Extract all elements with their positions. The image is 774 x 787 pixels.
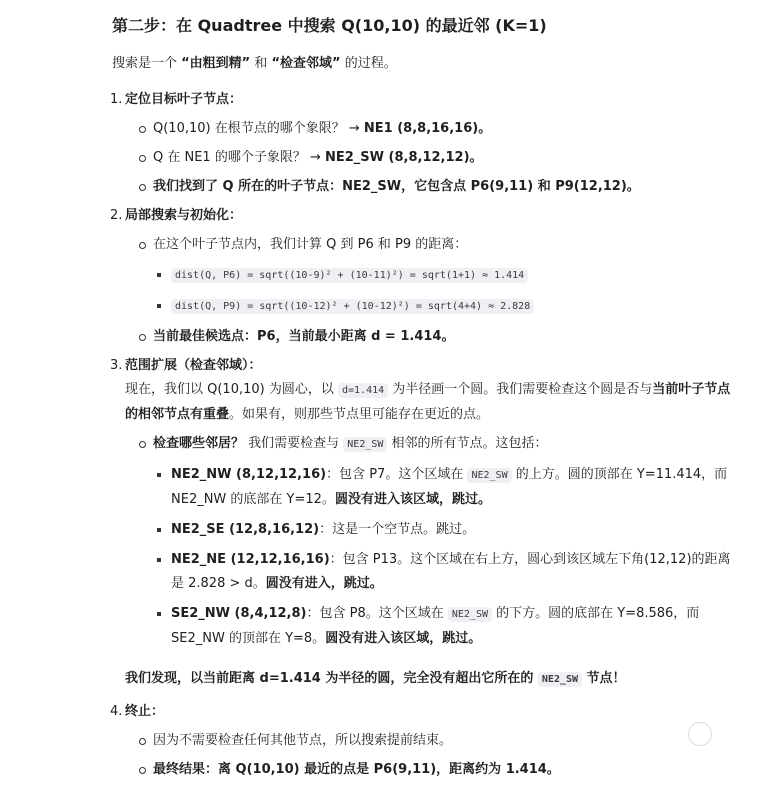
- list-item: [139, 146, 732, 170]
- neighbor-verdict: 圆没有进入，跳过。: [265, 576, 383, 591]
- list-item: [157, 263, 732, 288]
- list-item: [157, 294, 732, 319]
- intro-bold-1: “由粗到精”: [181, 56, 251, 71]
- neighbor-name: NE2_NE (12,12,16,16): [171, 552, 330, 567]
- code-distance-p9: dist(Q, P9) = sqrt((10-12)² + (10-12)²) = sqrt(4+4) ≈ 2.828: [171, 299, 534, 314]
- neighbor-text: ：包含 P8。这个区域在: [306, 606, 448, 621]
- item-text: Q(10,10) 在根节点的哪个象限？ →: [153, 121, 364, 136]
- item-text: 在这个叶子节点内，我们计算 Q 到 P6 和 P9 的距离：: [153, 237, 468, 252]
- step-3: [112, 354, 732, 692]
- step-title: 范围扩展（检查邻域）：: [125, 358, 262, 373]
- neighbor-item: [157, 548, 732, 596]
- step-number: 1.: [110, 92, 123, 107]
- list-item: [139, 729, 732, 753]
- neighbor-verdict: 圆没有进入该区域，跳过。: [334, 492, 491, 507]
- item-bold: 当前最佳候选点：P6，当前最小距离 d = 1.414。: [153, 329, 455, 344]
- code-node: NE2_SW: [467, 468, 511, 483]
- item-text: Q 在 NE1 的哪个子象限？ →: [153, 150, 325, 165]
- neighbor-text: ：这是一个空节点。跳过。: [319, 522, 476, 537]
- desc-text: 现在，我们以 Q(10,10) 为圆心，以: [125, 382, 338, 397]
- list-item: [139, 175, 732, 199]
- list-item: [139, 325, 732, 349]
- conclusion-text: 节点！: [582, 671, 626, 686]
- step-title: 终止：: [125, 704, 165, 719]
- neighbor-name: NE2_NW (8,12,12,16): [171, 467, 327, 482]
- item-bold: NE2_SW (8,8,12,12)。: [325, 150, 483, 165]
- step-3-description: [125, 378, 732, 427]
- item-bold: NE1 (8,8,16,16)。: [363, 121, 492, 136]
- neighbor-verdict: 圆没有进入该区域，跳过。: [325, 631, 482, 646]
- code-node: NE2_SW: [448, 607, 492, 622]
- desc-text: 。如果有，则那些节点里可能存在更近的点。: [229, 407, 490, 422]
- code-node: NE2_SW: [343, 437, 387, 452]
- item-bold: 我们找到了 Q 所在的叶子节点：NE2_SW，它包含点 P6(9,11) 和 P9(12,12)。: [153, 179, 640, 194]
- step-number: 2.: [110, 208, 123, 223]
- neighbor-text: ：包含 P13。这个区域在右上方，圆心到该区域左下角(12,12)的距离是 2.828 > d。: [171, 552, 731, 591]
- step-2-items: [125, 233, 732, 349]
- code-distance-p6: dist(Q, P6) = sqrt((10-9)² + (10-11)²) = sqrt(1+1) ≈ 1.414: [171, 268, 528, 283]
- neighbor-name: NE2_SE (12,8,16,12): [171, 522, 320, 537]
- code-radius: d=1.414: [338, 383, 388, 398]
- final-result: 最终结果：离 Q(10,10) 最近的点是 P6(9,11)，距离约为 1.414。: [153, 762, 560, 777]
- step-4: [112, 700, 732, 782]
- item-text: 相邻的所有节点。这包括：: [387, 436, 548, 451]
- section-title: 第二步：在 Quadtree 中搜索 Q(10,10) 的最近邻 (K=1): [112, 16, 547, 35]
- list-item: [139, 233, 732, 319]
- code-node: NE2_SW: [538, 672, 582, 687]
- intro-text: 搜索是一个: [112, 56, 182, 71]
- item-text: 我们需要检查与: [244, 436, 344, 451]
- neighbors-list: [153, 463, 732, 651]
- step-2: [112, 204, 732, 349]
- document: [112, 8, 732, 787]
- step-title: 定位目标叶子节点：: [125, 92, 243, 107]
- step-1-items: [125, 117, 732, 199]
- neighbor-text: 的上方。圆的顶部在 Y=11.414，而 NE2_NW 的底部在 Y=12。: [171, 467, 728, 507]
- desc-text: 为半径画一个圆。我们需要检查这个圆是否与: [388, 382, 653, 397]
- step-title: 局部搜索与初始化：: [125, 208, 243, 223]
- list-item: [139, 432, 732, 651]
- steps-list: [112, 88, 732, 782]
- list-item: [139, 117, 732, 141]
- scroll-down-button[interactable]: [688, 722, 712, 746]
- step-number: 4.: [110, 704, 123, 719]
- neighbor-item: [157, 602, 732, 651]
- conclusion-text: 我们发现，以当前距离 d=1.414 为半径的圆，完全没有超出它所在的: [125, 671, 538, 686]
- item-bold: 检查哪些邻居？: [153, 436, 245, 451]
- step-3-items: [125, 432, 732, 651]
- intro-text: 的过程。: [340, 56, 397, 71]
- intro-bold-2: “检查邻域”: [271, 56, 341, 71]
- desc-bold: 当前叶子节点的相邻节点有重叠: [125, 382, 731, 422]
- neighbor-name: SE2_NW (8,4,12,8): [171, 606, 307, 621]
- step-1: [112, 88, 732, 199]
- distance-list: [153, 263, 732, 319]
- intro-paragraph: [112, 52, 732, 76]
- neighbor-item: [157, 518, 732, 542]
- step-4-items: [125, 729, 732, 782]
- list-item: [139, 758, 732, 782]
- neighbor-text: ：包含 P7。这个区域在: [326, 467, 468, 482]
- step-number: 3.: [110, 358, 123, 373]
- neighbor-item: [157, 463, 732, 512]
- step-3-conclusion: [125, 667, 732, 692]
- neighbor-text: 的下方。圆的底部在 Y=8.586，而 SE2_NW 的顶部在 Y=8。: [171, 606, 700, 646]
- intro-text: 和: [250, 56, 272, 71]
- item-text: 因为不需要检查任何其他节点，所以搜索提前结束。: [153, 733, 453, 748]
